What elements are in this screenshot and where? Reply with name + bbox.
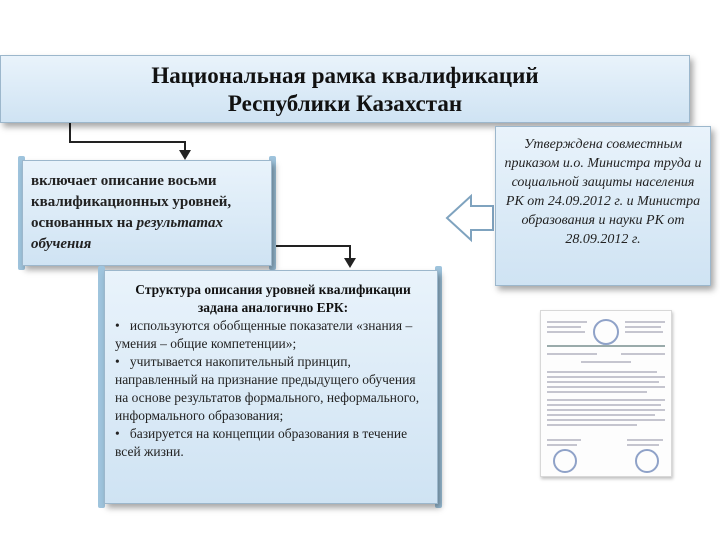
structure-bullet-2 [115,353,431,425]
title-box [0,55,690,123]
title-to-levels-connector [70,122,191,160]
levels-to-structure-connector [276,246,356,268]
order-document-image [540,310,672,477]
bullet-symbol: • [115,354,120,369]
structure-bullet-1 [115,317,431,353]
title-line-1: Национальная рамка квалификаций [151,63,539,88]
bullet-symbol: • [115,426,120,441]
emblem-icon [593,319,619,345]
title-line-2: Республики Казахстан [227,91,463,116]
bullet-symbol: • [115,318,120,333]
levels-description-text [31,171,267,255]
approval-left-arrow [447,196,493,240]
structure-bullet-3 [115,425,431,461]
stamp-icon [635,449,659,473]
bullet-text: используются обобщенные показатели «знания – умения – общие компетенции»; [115,318,413,351]
levels-description-box [22,160,272,266]
bullet-text: учитывается накопительный принцип, направленный на признание предыдущего обучения на основе результатов формального, неформального, информального образования; [115,354,420,423]
stamp-icon [553,449,577,473]
structure-box [104,270,438,504]
structure-heading: Структура описания уровней квалификации задана аналогично ЕРК: [135,282,411,315]
bullet-text: базируется на концепции образования в течение всей жизни. [115,426,408,459]
approval-box [495,126,711,286]
levels-text-italic: результатах обучения [31,215,224,252]
levels-text-plain: включает описание восьми квалификационных уровней, основанных на [31,173,232,231]
approval-text: Утверждена совместным приказом и.о. Министра труда и социальной защиты населения РК от 24.09.2012 г. и Министра образования и науки РК от 28.09.2012 г. [504,137,702,247]
